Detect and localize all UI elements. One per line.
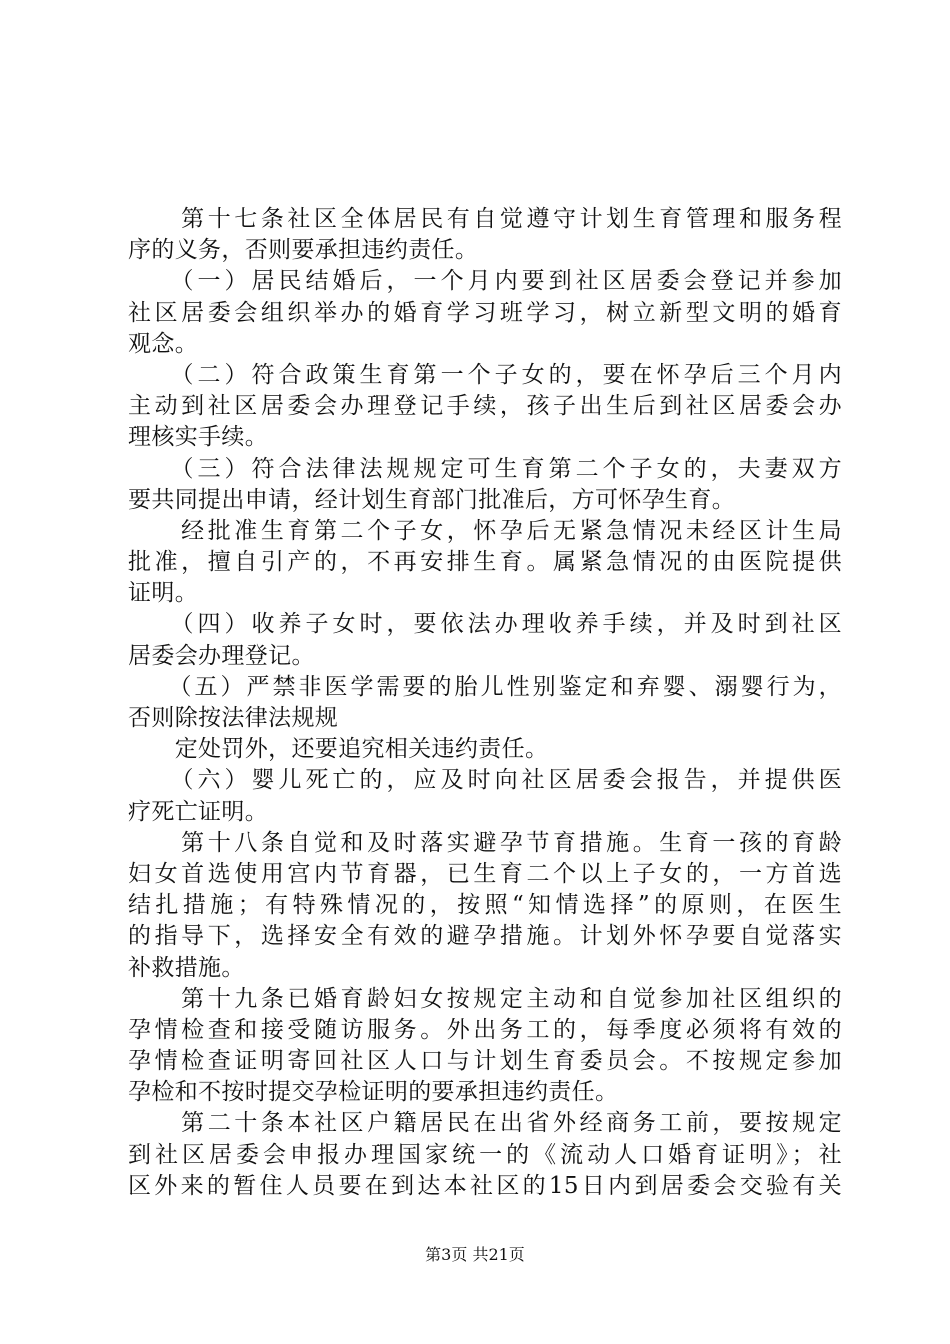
text-line: 序的义务，否则要承担违约责任。 xyxy=(128,237,479,264)
text-line: 批准，擅自引产的，不再安排生育。属紧急情况的由医院提供 xyxy=(128,549,842,576)
text-line: 孕情检查证明寄回社区人口与计划生育委员会。不按规定参加 xyxy=(128,1048,842,1075)
text-line: 区外来的暂住人员要在到达本社区的15日内到居委会交验有关 xyxy=(128,1172,842,1199)
text-line: 主动到社区居委会办理登记手续，孩子出生后到社区居委会办 xyxy=(128,393,842,420)
text-line: （五）严禁非医学需要的胎儿性别鉴定和弃婴、溺婴行为， xyxy=(128,673,842,700)
text-line: 疗死亡证明。 xyxy=(128,798,269,825)
text-line: 的指导下，选择安全有效的避孕措施。计划外怀孕要自觉落实 xyxy=(128,923,842,950)
text-line: 第十九条已婚育龄妇女按规定主动和自觉参加社区组织的 xyxy=(128,985,842,1012)
text-line: 要共同提出申请，经计划生育部门批准后，方可怀孕生育。 xyxy=(128,486,736,513)
text-line: 到社区居委会申报办理国家统一的《流动人口婚育证明》；社 xyxy=(128,1141,842,1168)
text-line: 结扎措施；有特殊情况的，按照“知情选择”的原则，在医生 xyxy=(128,892,842,919)
text-line: （六）婴儿死亡的，应及时向社区居委会报告，并提供医 xyxy=(128,767,842,794)
text-line: 第十七条社区全体居民有自觉遵守计划生育管理和服务程 xyxy=(128,206,842,232)
text-line: （二）符合政策生育第一个子女的，要在怀孕后三个月内 xyxy=(128,361,842,388)
text-line: 第十八条自觉和及时落实避孕节育措施。生育一孩的育龄 xyxy=(128,829,842,856)
text-line: （三）符合法律法规规定可生育第二个子女的，夫妻双方 xyxy=(128,455,842,482)
text-line: 补救措施。 xyxy=(128,954,245,981)
document-body xyxy=(128,204,842,1202)
text-line: 妇女首选使用宫内节育器，已生育二个以上子女的，一方首选 xyxy=(128,860,842,887)
page-footer: 第3页 共21页 xyxy=(425,1245,525,1264)
text-line: （四）收养子女时，要依法办理收养手续，并及时到社区 xyxy=(128,611,842,638)
text-line: （一）居民结婚后，一个月内要到社区居委会登记并参加 xyxy=(128,268,842,295)
text-line: 孕检和不按时提交孕检证明的要承担违约责任。 xyxy=(128,1079,619,1106)
text-line: 理核实手续。 xyxy=(128,424,269,451)
text-line: 否则除按法律法规规 xyxy=(128,705,339,731)
text-line: 证明。 xyxy=(128,580,199,607)
text-line: 居委会办理登记。 xyxy=(128,642,315,669)
text-line: 社区居委会组织举办的婚育学习班学习，树立新型文明的婚育 xyxy=(128,299,842,326)
text-line: 定处罚外，还要追究相关违约责任。 xyxy=(128,736,549,763)
text-line: 经批准生育第二个子女，怀孕后无紧急情况未经区计生局 xyxy=(128,517,842,544)
text-line: 观念。 xyxy=(128,330,199,357)
text-line: 孕情检查和接受随访服务。外出务工的，每季度必须将有效的 xyxy=(128,1016,842,1043)
text-line: 第二十条本社区户籍居民在出省外经商务工前，要按规定 xyxy=(128,1110,842,1137)
